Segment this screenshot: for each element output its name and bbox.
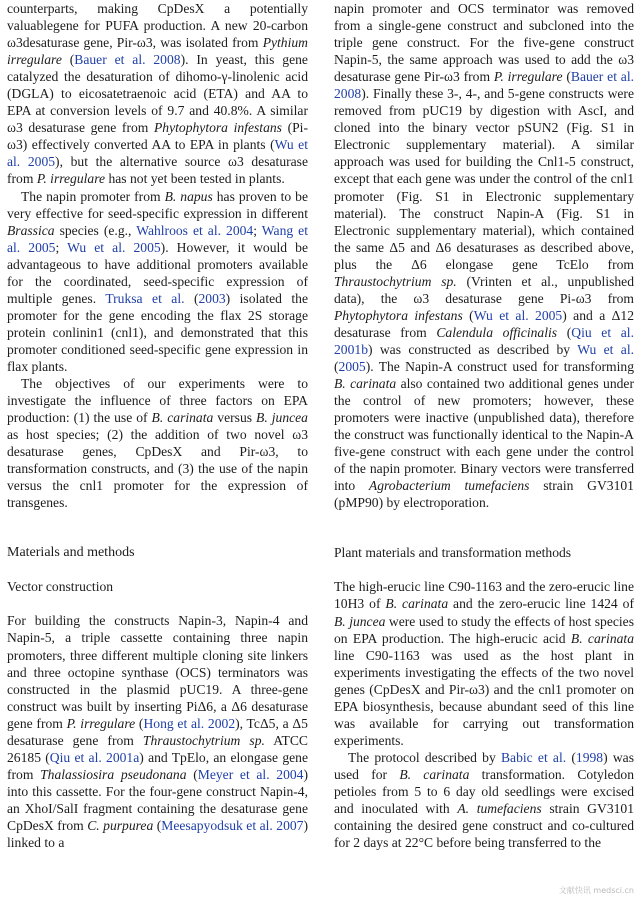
section-heading-materials-methods: Materials and methods	[7, 545, 135, 561]
citation-link[interactable]: Wu et al. 2005	[67, 239, 161, 255]
italic-term: B. carinata	[570, 630, 634, 646]
italic-term: Pythium irregulare	[7, 35, 308, 68]
citation-link[interactable]: Bauer et al. 2008	[334, 69, 634, 102]
paragraph-construct-assembly: napin promoter and OCS terminator was removed from a single-gene construct and subcloned into the triple gene construct. For the five-gene construct Napin-5, the same approach was used to add the ω3 desaturase gene Pir-ω3 from P. irregulare (Bauer et al. 2008). Finally these 3-, 4-, and 5-gene constructs were removed from pUC19 by digestion with AscI, and cloned into the binary vector pSUN2 (Fig. S1 in Electronic supplementary material). A similar approach was used for building the Cnl1-5 construct, except that each gene was under the control of the cnl1 promoter (Fig. S1 in Electronic supplementary material). The construct Napin-A (Fig. S1 in Electronic supplementary material), which contained the same Δ5 and Δ6 desaturases as described above, plus the Δ6 elongase gene TcElo from Thraustochytrium sp. (Vrinten et al., unpublished data), the ω3 desaturase gene Pi-ω3 from Phytophytora infestans (Wu et al. 2005) and a Δ12 desaturase from Calendula officinalis (Qiu et al. 2001b) was constructed as described by Wu et al. (2005). The Napin-A construct used for transforming B. carinata also contained two additional genes under the control of new promoters; however, these promoters were inactive (unpublished data), therefore the construct was functionally identical to the Napin-A five-gene construct with each gene under the control of the napin promoter. Binary vectors were transferred into Agrobacterium tumefaciens strain GV3101 (pMP90) by electroporation.	[334, 1, 635, 511]
italic-term: B. napus	[164, 188, 213, 204]
italic-term: P. irregulare	[66, 715, 136, 731]
italic-term: B. juncea	[256, 410, 308, 426]
italic-term: B. juncea	[334, 613, 386, 629]
citation-link[interactable]: Hong et al. 2002	[143, 715, 236, 731]
citation-link[interactable]: Qiu et al. 2001a	[49, 749, 140, 765]
left-column	[7, 0, 308, 851]
citation-link[interactable]: Babic et al.	[500, 749, 567, 765]
citation-link[interactable]: Wu et al. 2005	[473, 307, 563, 323]
paragraph-objectives: The objectives of our experiments were to investigate the influence of three factors on EPA production: (1) the use of B. carinata versus B. juncea as host species; (2) the addition of two novel ω3 desaturase genes, CpDesX and Pir-ω3, to transformation constructs, and (3) the use of the napin versus the cnl1 promoter for the expression of transgenes.	[7, 376, 308, 511]
citation-link[interactable]: 1998	[575, 749, 604, 765]
citation-link[interactable]: Bauer et al. 2008	[74, 52, 181, 68]
italic-term: Brassica	[7, 222, 55, 238]
italic-term: B. carinata	[385, 596, 449, 612]
citation-link[interactable]: 2005	[338, 358, 366, 374]
paragraph-transformation-protocol: The protocol described by Babic et al. (1998) was used for B. carinata transformation. Cotyledon petioles from 5 to 6 day old seedlings were excised and inoculated with A. tumefaciens strain GV3101 containing the desired gene construct and co-cultured for 2 days at 22°C before being transferred to the	[334, 749, 635, 851]
paragraph-vector-construction: For building the constructs Napin-3, Napin-4 and Napin-5, a triple cassette containing three napin promoters, three different multiple cloning site linkers and three octopine synthase (OCS) terminators was constructed in the plasmid pUC19. A three-gene construct was built by inserting PiΔ6, a Δ6 desaturase gene from P. irregulare (Hong et al. 2002), TcΔ5, a Δ5 desaturase gene from Thraustochytrium sp. ATCC 26185 (Qiu et al. 2001a) and TpElo, an elongase gene from Thalassiosira pseudonana (Meyer et al. 2004) into this cassette. For the four-gene construct Napin-4, an XhoI/SalI fragment containing the desaturase gene CpDesX from C. purpurea (Meesapyodsuk et al. 2007) linked to a	[7, 613, 309, 851]
italic-term: P. irregulare	[493, 69, 563, 85]
italic-term: Agrobacterium tumefaciens	[368, 478, 530, 494]
citation-link[interactable]: Meyer et al. 2004	[197, 766, 304, 782]
italic-term: A. tumefaciens	[457, 801, 542, 817]
citation-link[interactable]: Wu et al.	[577, 341, 634, 357]
italic-term: Thraustochytrium sp.	[334, 273, 457, 289]
italic-term: C. purpurea	[87, 817, 154, 833]
citation-link[interactable]: Meesapyodsuk et al. 2007	[161, 817, 304, 833]
subsection-heading-plant-materials: Plant materials and transformation methods	[334, 545, 572, 561]
citation-link[interactable]: Wu et al. 2005	[7, 137, 308, 170]
citation-link[interactable]: 2003	[198, 290, 226, 306]
italic-term: B. carinata	[399, 766, 470, 782]
italic-term: B. carinata	[334, 376, 397, 392]
paragraph-plant-lines: The high-erucic line C90-1163 and the zero-erucic line 10H3 of B. carinata and the zero-erucic line 1424 of B. juncea were used to study the effects of host species on EPA production. The high-erucic acid B. carinata line C90-1163 was used as the host plant in experiments investigating the effects of the two novel genes (CpDesX and Pir-ω3) and the cnl1 promoter on EPA biosynthesis, because abundant seed of this line was available for carrying out transformation experiments.	[334, 579, 634, 748]
paragraph-pufa-genes: counterparts, making CpDesX a potentially valuablegene for PUFA production. A new 20-carbon ω3desaturase gene, Pir-ω3, was isolated from Pythium irregulare (Bauer et al. 2008). In yeast, this gene catalyzed the desaturation of dihomo-γ-linolenic acid (DGLA) to eicosatetraenoic acid (ETA) and AA to EPA at conversion levels of 9.7 and 40.8%. A similar ω3 desaturase gene from Phytophytora infestans (Pi-ω3) effectively converted AA to EPA in plants (Wu et al. 2005), but the alternative source ω3 desaturase from P. irregulare has not yet been tested in plants.	[7, 1, 308, 187]
citation-link[interactable]: Wang et al. 2005	[7, 222, 308, 255]
italic-term: Phytophytora infestans	[153, 120, 282, 136]
italic-term: Phytophytora infestans	[334, 307, 463, 323]
italic-term: P. irregulare	[36, 171, 106, 187]
citation-link[interactable]: Truksa et al.	[105, 290, 185, 306]
italic-term: Thalassiosira pseudonana	[40, 766, 187, 782]
paragraph-napin-promoter: The napin promoter from B. napus has proven to be very effective for seed-specific expression in different Brassica species (e.g., Wahlroos et al. 2004; Wang et al. 2005; Wu et al. 2005). However, it would be advantageous to have additional promoters available for the coordinated, seed-specific expression of multiple genes. Truksa et al. (2003) isolated the promoter for the gene encoding the flax 2S storage protein conlinin1 (cnl1), and demonstrated that this promoter conditioned seed-specific gene expression in flax plants.	[7, 188, 309, 374]
citation-link[interactable]: Wahlroos et al. 2004	[136, 222, 254, 238]
italic-term: Calendula officinalis	[436, 324, 558, 340]
right-column	[334, 0, 634, 851]
watermark: 文献快讯 medsci.cn	[558, 886, 634, 895]
italic-term: B. carinata	[151, 410, 214, 426]
citation-link[interactable]: Qiu et al. 2001b	[334, 324, 634, 357]
italic-term: Thraustochytrium sp.	[142, 732, 265, 748]
subsection-heading-vector-construction: Vector construction	[7, 579, 114, 595]
